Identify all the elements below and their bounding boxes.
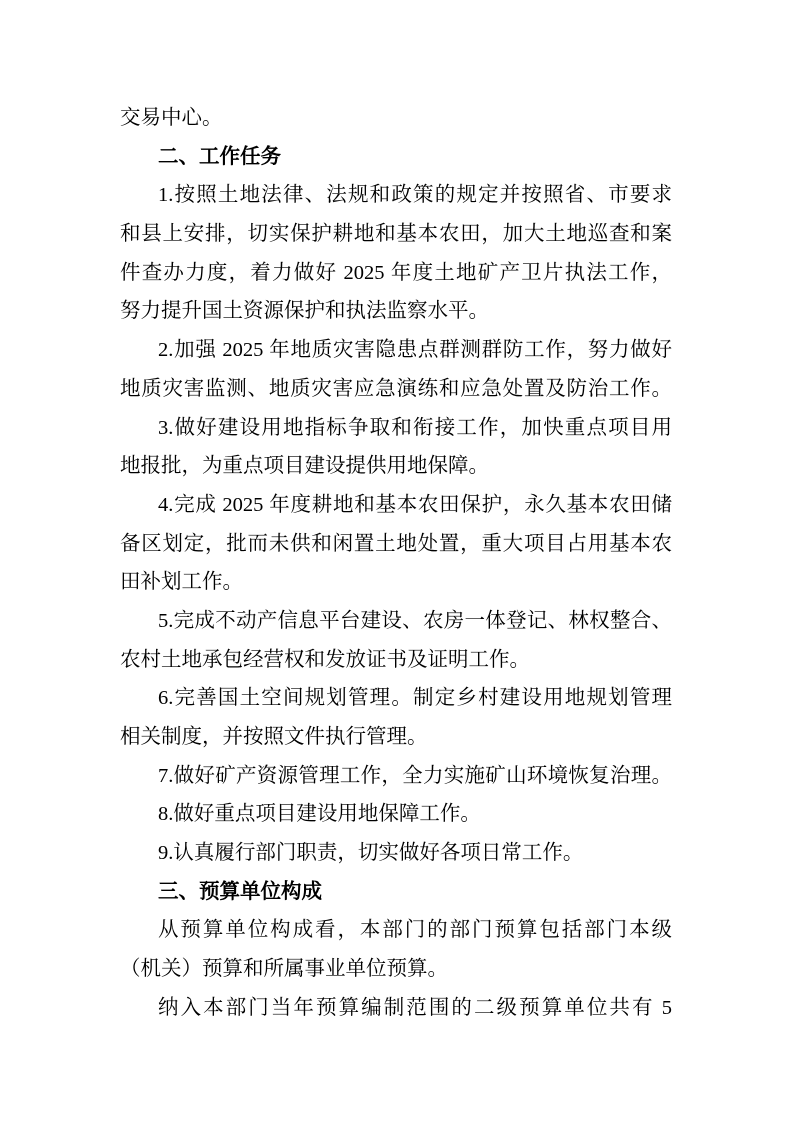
task-item-4-line: 田补划工作。 (120, 571, 243, 594)
task-item-9 (120, 834, 672, 873)
budget-paragraph-1-line: （机关）预算和所属事业单位预算。 (120, 958, 448, 981)
task-item-8-line: 8.做好重点项目建设用地保障工作。 (158, 803, 481, 826)
task-item-5-line: 农村土地承包经营权和发放证书及证明工作。 (120, 648, 530, 671)
task-item-6-line: 相关制度，并按照文件执行管理。 (120, 726, 428, 748)
task-item-4-line: 备区划定，批而未供和闲置土地处置，重大项目占用基本农 (120, 532, 672, 555)
task-item-9-line: 9.认真履行部门职责，切实做好各项日常工作。 (158, 842, 584, 865)
task-item-1-line: 1.按照土地法律、法规和政策的规定并按照省、市要求 (158, 184, 672, 207)
task-item-5-line: 5.完成不动产信息平台建设、农房一体登记、林权整合、 (158, 609, 672, 632)
document-body (120, 99, 672, 1028)
task-item-2 (120, 331, 672, 408)
task-item-8 (120, 795, 672, 834)
task-item-4 (120, 486, 672, 602)
budget-paragraph-1-line: 从预算单位构成看，本部门的部门预算包括部门本级 (158, 919, 672, 942)
task-item-5 (120, 602, 672, 679)
budget-paragraph-1 (120, 911, 672, 988)
task-item-1-line: 努力提升国土资源保护和执法监察水平。 (120, 300, 489, 323)
task-item-3 (120, 409, 672, 486)
task-item-1 (120, 176, 672, 331)
task-item-6 (120, 679, 672, 756)
task-item-7-line: 7.做好矿产资源管理工作，全力实施矿山环境恢复治理。 (158, 764, 672, 787)
continuation-line: 交易中心。 (120, 107, 223, 129)
task-item-7 (120, 757, 672, 796)
task-item-4-line: 4.完成 2025 年度耕地和基本农田保护，永久基本农田储 (158, 493, 672, 516)
section-heading-work-tasks: 二、工作任务 (158, 144, 281, 168)
task-item-3-line: 3.做好建设用地指标争取和衔接工作，加快重点项目用 (158, 416, 672, 439)
task-item-1-line: 和县上安排，切实保护耕地和基本农田，加大土地巡查和案 (120, 223, 672, 246)
task-item-2-line: 地质灾害监测、地质灾害应急演练和应急处置及防治工作。 (120, 377, 672, 400)
task-item-3-line: 地报批，为重点项目建设提供用地保障。 (120, 455, 489, 478)
task-item-6-line: 6.完善国土空间规划管理。制定乡村建设用地规划管理 (158, 687, 672, 710)
budget-paragraph-2-line: 纳入本部门当年预算编制范围的二级预算单位共有 5 (158, 996, 672, 1019)
task-item-1-line: 件查办力度，着力做好 2025 年度土地矿产卫片执法工作， (120, 261, 672, 284)
section-heading-budget-units: 三、预算单位构成 (158, 879, 322, 903)
budget-paragraph-2 (120, 989, 672, 1028)
task-item-2-line: 2.加强 2025 年地质灾害隐患点群测群防工作，努力做好 (158, 339, 672, 362)
